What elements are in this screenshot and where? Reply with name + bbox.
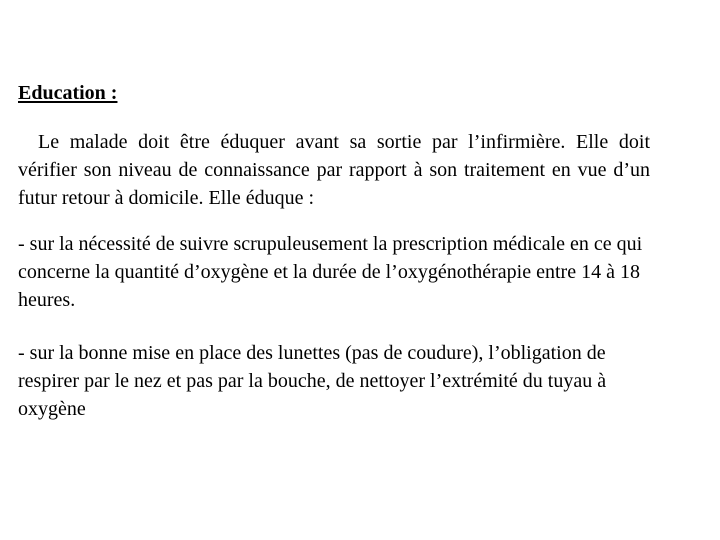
bullet-glasses-paragraph: - sur la bonne mise en place des lunettes (pas de coudure), l’obligation de respirer par le nez et pas par la bouche, de nettoyer l’extrémité du tuyau à oxygène (18, 342, 607, 420)
section-heading: Education : (18, 82, 118, 104)
bullet-prescription-paragraph: - sur la nécessité de suivre scrupuleusement la prescription médicale en ce qui concerne la quantité d’oxygène et la durée de l’oxygénothérapie entre 14 à 18 heures. (18, 233, 643, 311)
intro-paragraph: Le malade doit être éduquer avant sa sortie par l’infirmière. Elle doit vérifier son niveau de connaissance par rapport à son traitement en vue d’un futur retour à domicile. Elle éduque : (18, 131, 650, 209)
